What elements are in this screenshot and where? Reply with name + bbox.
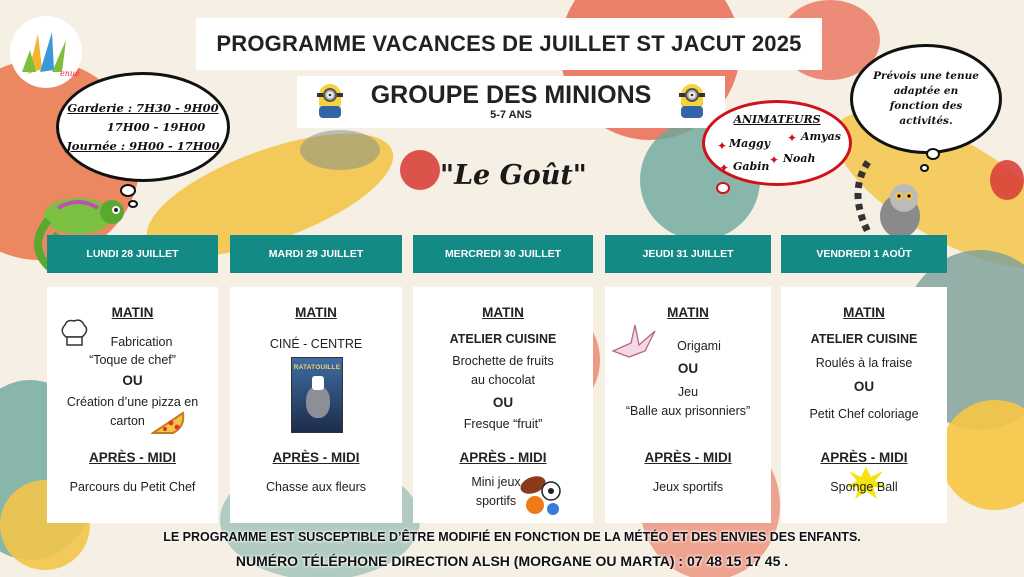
- activity-text: Jeux sportifs: [652, 480, 724, 494]
- day-card-wednesday: [413, 287, 593, 523]
- activity-text: Origami: [677, 339, 721, 353]
- program-title: PROGRAMME VACANCES DE JUILLET ST JACUT 2025: [216, 31, 802, 56]
- or-label: OU: [122, 373, 143, 388]
- afternoon-label: APRÈS - MIDI: [459, 450, 547, 465]
- minion-icon: [311, 80, 349, 122]
- activity-text: carton: [110, 414, 145, 428]
- star-icon: ✦: [719, 161, 730, 175]
- activity-text: Roulés à la fraise: [815, 356, 913, 370]
- morning-label: MATIN: [843, 305, 885, 320]
- animateurs-bubble: [702, 100, 852, 186]
- group-banner: [297, 76, 725, 128]
- afternoon-label: APRÈS - MIDI: [88, 450, 176, 465]
- activity-text: Brochette de fruits: [452, 354, 554, 368]
- day-card-thursday: [605, 287, 771, 523]
- footer-phone: NUMÉRO TÉLÉPHONE DIRECTION ALSH (MORGANE OU MARTA) : 07 48 15 17 45 .: [235, 553, 789, 569]
- morning-label: MATIN: [667, 305, 709, 320]
- activity-text: CINÉ - CENTRE: [269, 337, 363, 351]
- afternoon-label: APRÈS - MIDI: [820, 450, 908, 465]
- activity-text: Fabrication: [110, 335, 173, 349]
- day-header-friday: VENDREDI 1 AOÛT: [781, 235, 947, 273]
- clothing-note-bubble: [850, 44, 1002, 154]
- or-label: OU: [677, 361, 699, 376]
- day-header-wednesday: MERCREDI 30 JUILLET: [413, 235, 593, 273]
- day-card-friday: [781, 287, 947, 523]
- bubble-tail: [716, 182, 730, 194]
- activity-text: Chasse aux fleurs: [265, 480, 367, 494]
- morning-label: MATIN: [295, 305, 337, 320]
- star-icon: ✦: [769, 153, 780, 167]
- activity-text: sportifs: [475, 494, 517, 508]
- activity-text: au chocolat: [471, 373, 535, 387]
- activity-text: Création d’une pizza en: [66, 395, 199, 409]
- day-header-thursday: JEUDI 31 JUILLET: [605, 235, 771, 273]
- activity-text: Parcours du Petit Chef: [69, 480, 196, 494]
- animateur-name: Maggy: [729, 137, 771, 150]
- morning-label: MATIN: [111, 305, 154, 320]
- day-card-monday: [47, 287, 218, 523]
- workshop-title: ATELIER CUISINE: [449, 332, 557, 346]
- afternoon-label: APRÈS - MIDI: [644, 450, 732, 465]
- activity-text: Sponge Ball: [830, 480, 898, 494]
- morning-label: MATIN: [482, 305, 524, 320]
- star-icon: ✦: [717, 139, 728, 153]
- garderie-evening: 17H00 - 19H00: [106, 119, 206, 134]
- day-hours: Journée : 9H00 - 17H00: [66, 138, 220, 153]
- footer-disclaimer: LE PROGRAMME EST SUSCEPTIBLE D’ÊTRE MODIFIÉ EN FONCTION DE LA MÉTÉO ET DES ENVIES DES ENFANTS.: [163, 530, 861, 544]
- group-age: 5-7 ANS: [490, 109, 532, 121]
- bubble-tail: [926, 148, 940, 160]
- day-header-tuesday: MARDI 29 JUILLET: [230, 235, 402, 273]
- minion-icon: [673, 80, 711, 122]
- sports-balls-icon: [517, 471, 563, 517]
- activity-text: Jeu: [677, 385, 699, 399]
- animateur-name: Noah: [783, 152, 816, 165]
- activity-text: “Toque de chef”: [89, 353, 176, 367]
- or-label: OU: [492, 395, 514, 410]
- workshop-title: ATELIER CUISINE: [810, 332, 918, 346]
- animateur-name: Amyas: [801, 130, 841, 143]
- or-label: OU: [853, 379, 875, 394]
- clothing-note: Prévois une tenue adaptée en fonction des activités.: [873, 70, 979, 127]
- svg-text:enué: enué: [60, 69, 80, 78]
- day-header-monday: LUNDI 28 JUILLET: [47, 235, 218, 273]
- ratatouille-poster: [291, 357, 343, 433]
- leisure-center-logo: [8, 14, 84, 90]
- schedule-bubble: [56, 72, 230, 182]
- program-title-banner: [196, 18, 822, 70]
- afternoon-label: APRÈS - MIDI: [272, 450, 360, 465]
- lemur-illustration: [848, 152, 928, 242]
- garderie-morning: Garderie : 7H30 - 9H00: [67, 100, 219, 115]
- activity-text: Petit Chef coloriage: [809, 407, 919, 421]
- day-card-tuesday: [230, 287, 402, 523]
- pizza-icon: [151, 409, 185, 435]
- poster-title: RATATOUILLE: [293, 364, 341, 371]
- theme-title: "Le Goût": [440, 160, 587, 191]
- activity-text: Mini jeux: [471, 475, 521, 489]
- animateurs-title: ANIMATEURS: [733, 113, 821, 126]
- star-icon: ✦: [787, 131, 798, 145]
- animateur-name: Gabin: [733, 160, 770, 173]
- activity-text: Fresque “fruit”: [463, 417, 543, 431]
- group-title: GROUPE DES MINIONS: [370, 81, 652, 109]
- activity-text: “Balle aux prisonniers”: [625, 404, 751, 418]
